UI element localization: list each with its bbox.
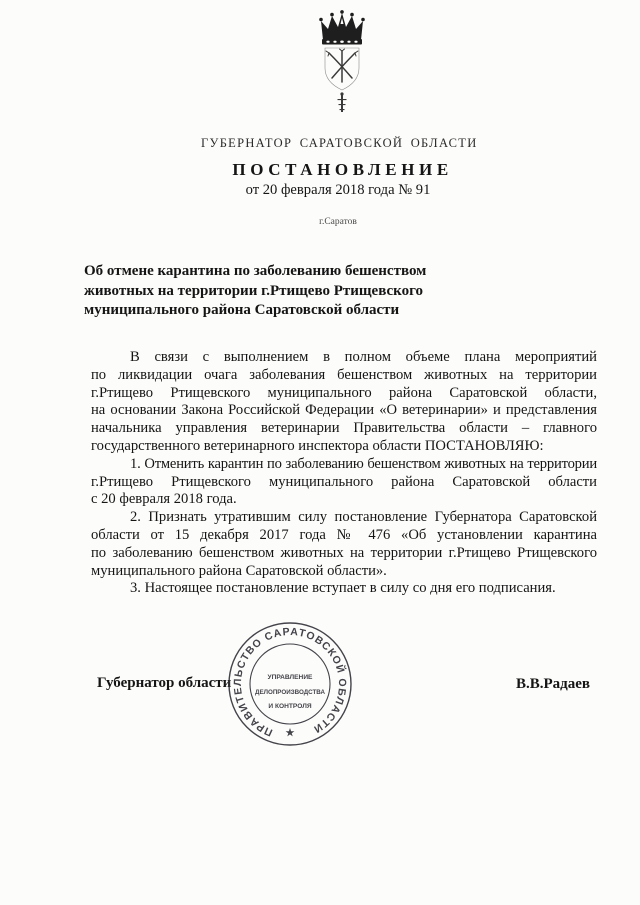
paragraph-preamble [91, 349, 597, 456]
body-line: 2. Признать утратившим силу постановление Губернатора Саратовской [130, 509, 597, 526]
seal-center-line: ДЕЛОПРОИЗВОДСТВА [255, 689, 326, 696]
paragraph-item-3 [91, 580, 597, 598]
body-line: г.Ртищево Ртищевского муниципального района Саратовской области, [91, 384, 597, 401]
title-line: муниципального района Саратовской области [84, 302, 400, 318]
body-line: муниципального района Саратовской области». [91, 562, 387, 579]
coat-of-arms-icon [312, 10, 372, 116]
issuing-authority: ГУБЕРНАТОР САРАТОВСКОЙ ОБЛАСТИ [201, 136, 478, 150]
body-line: по заболеванию бешенством животных на территории г.Ртищево Ртищевского [91, 544, 597, 561]
body-line: по ликвидации очага заболевания бешенством животных на территории [91, 366, 597, 383]
body-line: области от 15 декабря 2017 года № 476 «Об установлении карантина [91, 526, 597, 543]
body-line: начальника управления ветеринарии Правительства области – главного [91, 420, 597, 437]
seal-ring-text: ПРАВИТЕЛЬСТВО САРАТОВСКОЙ ОБЛАСТИ [231, 625, 349, 739]
sterlet-icon [326, 49, 358, 82]
seal-center-line: И КОНТРОЛЯ [268, 703, 312, 710]
signatory-position: Губернатор области [97, 675, 232, 691]
body-line: В связи с выполнением в полном объеме плана мероприятий [130, 349, 597, 365]
body-line: государственного ветеринарного инспектора области ПОСТАНОВЛЯЮ: [91, 437, 544, 454]
seal-outer-ring [229, 623, 351, 745]
paragraph-item-1 [91, 456, 597, 509]
document-title [84, 262, 524, 321]
title-line: животных на территории г.Ртищево Ртищевского [84, 282, 424, 299]
seal-inner-ring [250, 644, 330, 724]
paragraph-item-2 [91, 509, 597, 580]
title-line: Об отмене карантина по заболеванию бешенством [84, 263, 427, 279]
pendant-icon [338, 92, 347, 112]
signatory-name: В.В.Радаев [515, 676, 590, 692]
seal-center-line: УПРАВЛЕНИЕ [267, 674, 313, 681]
official-seal [224, 618, 356, 750]
star-icon [286, 728, 295, 736]
body-line: 1. Отменить карантин по заболеванию бешенством животных на территории [130, 455, 597, 472]
document-date-number: от 20 февраля 2018 года № 91 [245, 182, 431, 198]
document-type: ПОСТАНОВЛЕНИЕ [232, 160, 453, 179]
body-line: с 20 февраля 2018 года. [91, 491, 237, 508]
body-line: г.Ртищево Ртищевского муниципального района Саратовской области [91, 473, 597, 490]
body-line: 3. Настоящее постановление вступает в силу со дня его подписания. [130, 580, 556, 597]
body-line: на основании Закона Российской Федерации «О ветеринарии» и представления [91, 402, 597, 419]
crown-icon [319, 10, 365, 44]
document-body [91, 349, 597, 598]
document-city: г.Саратов [319, 217, 357, 227]
